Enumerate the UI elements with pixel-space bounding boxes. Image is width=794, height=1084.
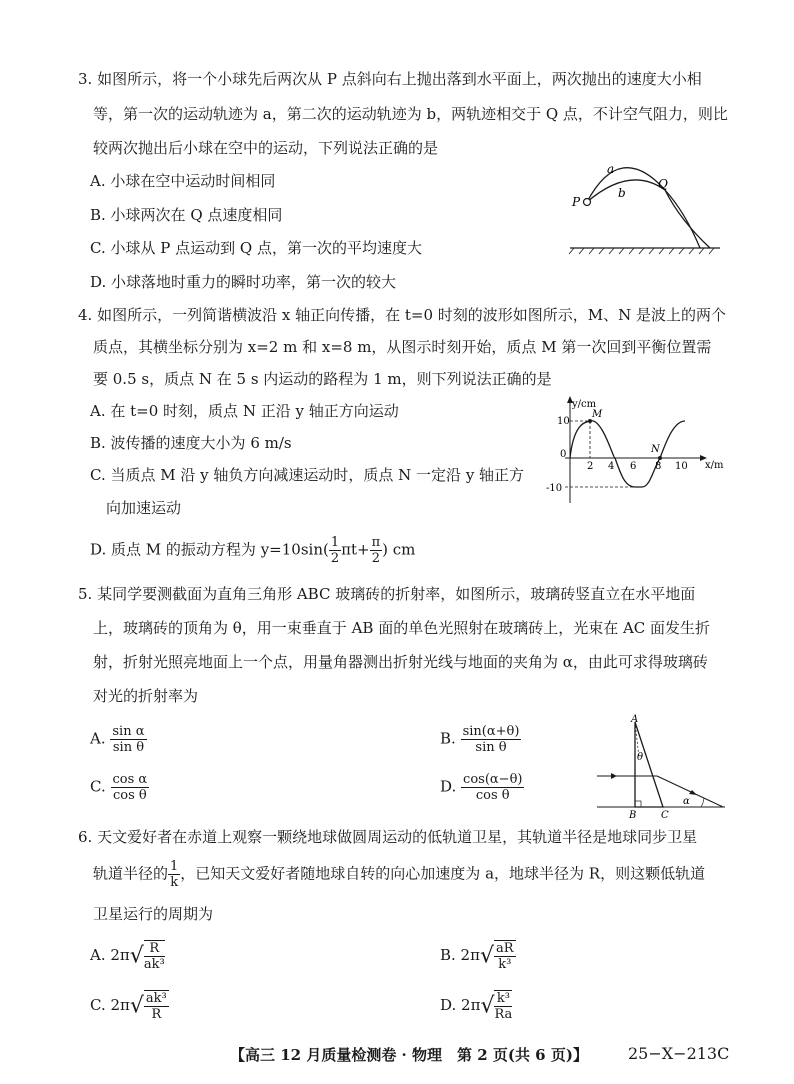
- fraction: $\frac{\text{k³}}{Ra}$: [494, 991, 513, 1022]
- fraction: $\frac{\pi}{2}$: [371, 535, 381, 566]
- x-tick: 10: [675, 461, 688, 472]
- label-a-vertex: A: [631, 714, 639, 725]
- x-tick: 2: [587, 461, 594, 472]
- q6-line2: 轨道半径的 $\frac{1}{k}$ ，已知天文爱好者随地球自转的向心加速度为 a，地球半径为 R，则这颗低轨道: [93, 859, 706, 890]
- q3-option-c: C. 小球从 P 点运动到 Q 点，第一次的平均速度大: [90, 239, 422, 257]
- q3-trajectory-figure: [560, 160, 730, 264]
- fraction: $\frac{\text{cos α}}{\text{cos θ}}$: [112, 772, 148, 803]
- q5-line2: 上，玻璃砖的顶角为 θ，用一束垂直于 AB 面的单色光照射在玻璃砖上，光束在 AC 面发生折: [93, 619, 711, 637]
- q5-line1: 5. 某同学要测截面为直角三角形 ABC 玻璃砖的折射率，如图所示，玻璃砖竖直立在水平地面: [78, 585, 696, 603]
- label-theta: θ: [637, 752, 644, 763]
- q5-option-a: A. $\frac{\text{sin α}}{\text{sin θ}}$: [90, 724, 145, 755]
- q3-line2: 等，第一次的运动轨迹为 a，第二次的运动轨迹为 b，两轨迹相交于 Q 点，不计空气阻力，则比: [93, 105, 728, 123]
- label-m: M: [592, 409, 603, 420]
- q6-option-d: D. 2π√ $\frac{\text{k³}}{Ra}$: [440, 991, 513, 1022]
- y-axis-label: y/cm: [572, 399, 597, 410]
- label-a: a: [607, 162, 615, 176]
- y-tick-bottom: -10: [546, 483, 563, 494]
- fraction: $\frac{\text{sin α}}{\text{sin θ}}$: [112, 724, 145, 755]
- label-c-vertex: C: [661, 810, 669, 821]
- q3-line3: 较两次抛出后小球在空中的运动，下列说法正确的是: [93, 139, 439, 157]
- q4-line1: 4. 如图所示，一列简谐横波沿 x 轴正向传播，在 t=0 时刻的波形如图所示，M、N 是波上的两个: [78, 306, 727, 324]
- q4-option-d: D. 质点 M 的振动方程为 y=10sin( $\frac{1}{2}$ πt+ $\frac{\pi}{2}$ ) cm: [90, 535, 416, 566]
- label-p: P: [572, 195, 581, 209]
- q4-line3: 要 0.5 s，质点 N 在 5 s 内运动的路程为 1 m，则下列说法正确的是: [93, 370, 552, 388]
- q6-option-b: B. 2π√ $\frac{aR}{\text{k³}}$: [440, 941, 514, 972]
- label-q: Q: [658, 177, 668, 191]
- x-tick: 8: [655, 461, 662, 472]
- q3-option-d: D. 小球落地时重力的瞬时功率，第一次的较大: [90, 273, 397, 291]
- q5-option-d: D. $\frac{\cos(\alpha-\theta)}{\text{cos θ}}$: [440, 772, 523, 803]
- q5-option-b: B. $\frac{\sin(\alpha+\theta)}{\text{sin θ}}$: [440, 724, 520, 755]
- label-b: b: [618, 186, 626, 200]
- fraction: $\frac{R}{\text{ak³}}$: [143, 941, 165, 972]
- q3-option-b: B. 小球两次在 Q 点速度相同: [90, 206, 283, 224]
- q3-line1: 3. 如图所示，将一个小球先后两次从 P 点斜向右上抛出落到水平面上，两次抛出的速度大小相: [78, 70, 702, 88]
- q6-option-c: C. 2π√ $\frac{\text{ak³}}{R}$: [90, 991, 167, 1022]
- page-footer: 【高三 12 月质量检测卷 · 物理 第 2 页(共 6 页)】: [230, 1046, 588, 1064]
- q5-prism-figure: [595, 712, 730, 826]
- sqrt: √ $\frac{\text{ak³}}{R}$: [129, 991, 167, 1022]
- fraction: $\frac{\cos(\alpha-\theta)}{\text{cos θ}}$: [463, 772, 523, 803]
- x-axis-label: x/m: [705, 460, 724, 471]
- x-tick: 6: [630, 461, 637, 472]
- q4-option-c-line2: 向加速运动: [106, 499, 182, 517]
- q6-option-a: A. 2π√ $\frac{R}{\text{ak³}}$: [90, 941, 165, 972]
- label-b-vertex: B: [629, 810, 637, 821]
- q4-option-a: A. 在 t=0 时刻，质点 N 正沿 y 轴正方向运动: [90, 402, 399, 420]
- q4-option-c-line1: C. 当质点 M 沿 y 轴负方向减速运动时，质点 N 一定沿 y 轴正方: [90, 466, 525, 484]
- q3-option-a: A. 小球在空中运动时间相同: [90, 172, 276, 190]
- q6-line1: 6. 天文爱好者在赤道上观察一颗绕地球做圆周运动的低轨道卫星，其轨道半径是地球同步卫星: [78, 828, 698, 846]
- q4-option-b: B. 波传播的速度大小为 6 m/s: [90, 434, 292, 452]
- sqrt: √ $\frac{aR}{\text{k³}}$: [479, 941, 514, 972]
- q5-line3: 射，折射光照亮地面上一个点，用量角器测出折射光线与地面的夹角为 α，由此可求得玻璃砖: [93, 653, 708, 671]
- q4-line2: 质点，其横坐标分别为 x=2 m 和 x=8 m，从图示时刻开始，质点 M 第一次回到平衡位置需: [93, 338, 712, 356]
- q5-line4: 对光的折射率为: [93, 687, 199, 705]
- paper-code: 25−X−213C: [628, 1044, 730, 1063]
- fraction: $\frac{1}{k}$: [170, 859, 179, 890]
- sqrt: √ $\frac{R}{\text{ak³}}$: [129, 941, 165, 972]
- fraction: $\frac{\text{ak³}}{R}$: [145, 991, 167, 1022]
- fraction: $\frac{\sin(\alpha+\theta)}{\text{sin θ}}$: [462, 724, 520, 755]
- y-tick-top: 10: [557, 416, 570, 427]
- origin-label: 0: [560, 449, 567, 460]
- x-tick: 4: [608, 461, 615, 472]
- q4-wave-figure: [535, 395, 725, 514]
- label-n: N: [651, 444, 660, 455]
- q5-option-c: C. $\frac{\text{cos α}}{\text{cos θ}}$: [90, 772, 148, 803]
- q6-line3: 卫星运行的周期为: [93, 905, 214, 923]
- label-alpha: α: [683, 796, 690, 807]
- fraction: $\frac{aR}{\text{k³}}$: [496, 941, 514, 972]
- sqrt: √ $\frac{\text{k³}}{Ra}$: [480, 991, 513, 1022]
- fraction: $\frac{1}{2}$: [330, 535, 340, 566]
